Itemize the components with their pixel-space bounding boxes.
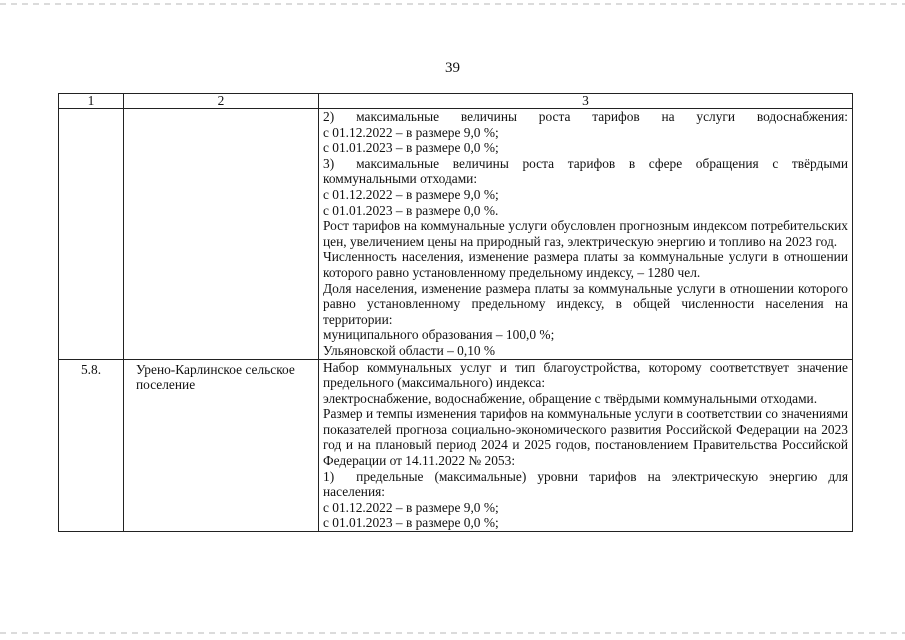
row-content [319,359,853,532]
header-col-2: 2 [124,94,319,109]
paragraph: электроснабжение, водоснабжение, обращение с твёрдыми коммунальными отходами. [323,390,818,406]
settlement-name: Урено-Карлинское сельское поселение [124,359,319,532]
paragraph: Ульяновской области – 0,10 % [323,342,496,358]
paragraph-lead: 3) [323,155,335,171]
row-number: 5.8. [59,359,124,532]
header-col-1: 1 [59,94,124,109]
paragraph [323,109,848,125]
page-number: 39 [445,60,460,76]
paragraph: Численность населения, изменение размера платы за коммунальные услуги в отношении которого равно установленному предельному индексу, – 1280 чел. [323,249,848,280]
scan-edge-top [0,3,905,5]
table-header-row [59,94,853,109]
paragraph: с 01.01.2023 – в размере 0,0 %; [323,140,499,156]
paragraph: с 01.12.2022 – в размере 9,0 %; [323,124,499,140]
settlement-name [124,109,319,360]
table-row [59,359,853,532]
paragraph: с 01.12.2022 – в размере 9,0 %; [323,499,499,515]
paragraph: с 01.12.2022 – в размере 9,0 %; [323,186,499,202]
paragraph [323,156,848,187]
paragraph: Рост тарифов на коммунальные услуги обусловлен прогнозным индексом потребительских цен, увеличением цены на природный газ, электрическую энергию и топливо на 2023 год. [323,218,848,249]
paragraph: Доля населения, изменение размера платы за коммунальные услуги в отношении которого равно установленному предельному индексу, в общей численности населения на территории: [323,280,848,327]
scan-edge-bottom [0,632,905,634]
paragraph: с 01.01.2023 – в размере 0,0 %. [323,202,499,218]
paragraph-text: максимальные величины роста тарифов на услуги водоснабжения: [356,109,848,124]
paragraph-text: предельные (максимальные) уровни тарифов на электрическую энергию для населения: [323,468,848,500]
paragraph-text: максимальные величины роста тарифов в сфере обращения с твёрдыми коммунальными отходами: [323,155,848,187]
paragraph-lead: 1) [323,468,335,484]
paragraph: Размер и темпы изменения тарифов на коммунальные услуги в соответствии со значениями показателей прогноза социально-экономического развития Российской Федерации на 2023 год и на плановый период 2024 и 2025 годов, постановлением Правительства Российской Федерации от 14.11.2022 № 2053: [323,406,848,469]
paragraph [323,469,848,500]
paragraph: муниципального образования – 100,0 %; [323,327,555,343]
document-table [58,93,853,532]
paragraph: Набор коммунальных услуг и тип благоустройства, которому соответствует значение предельного (максимального) индекса: [323,359,848,391]
row-content [319,109,853,360]
header-col-3: 3 [319,94,853,109]
paragraph-lead: 2) [323,109,335,124]
table-row [59,109,853,360]
paragraph: с 01.01.2023 – в размере 0,0 %; [323,515,499,531]
row-number [59,109,124,360]
